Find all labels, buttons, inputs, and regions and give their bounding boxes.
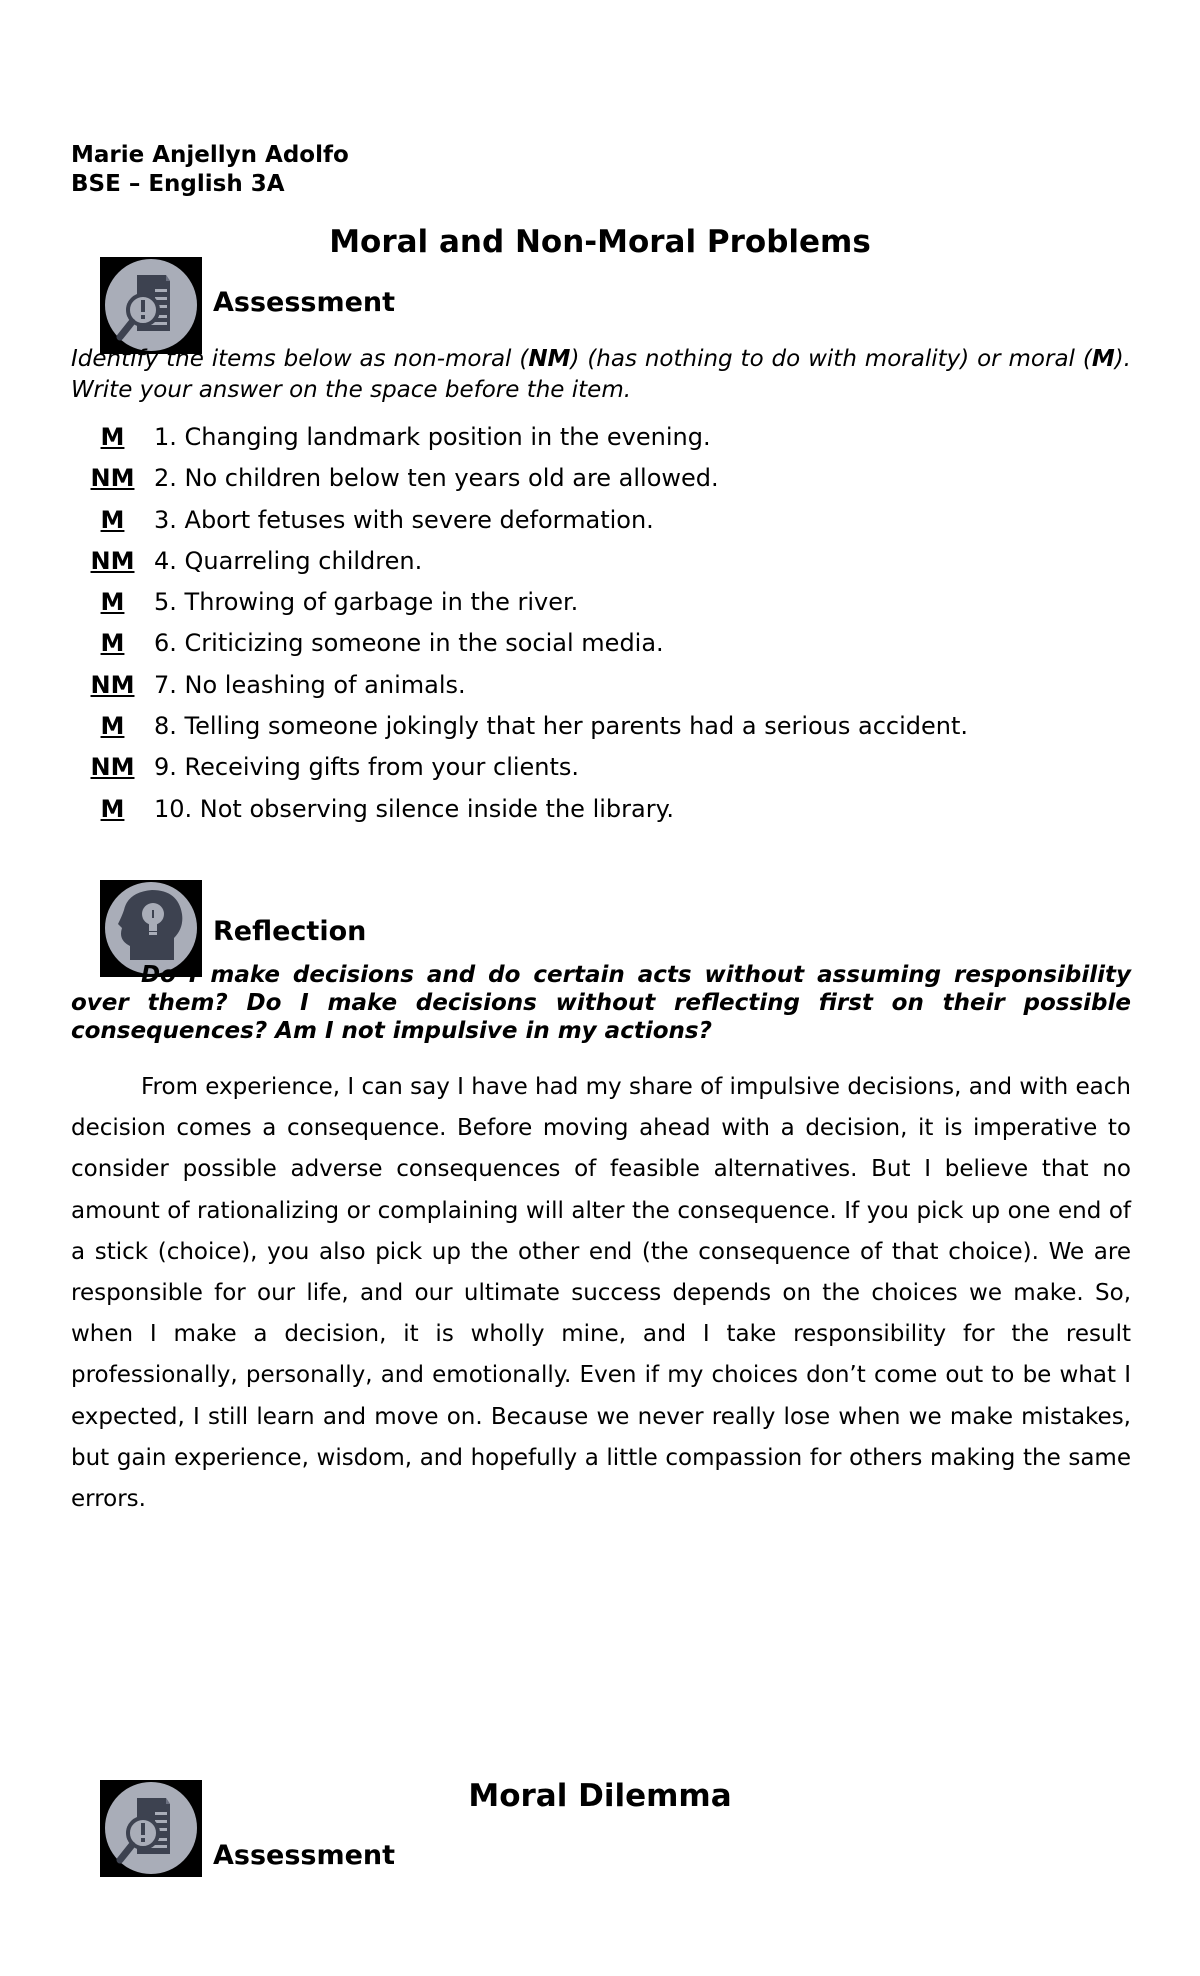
list-item (71, 500, 968, 541)
answer-blank[interactable]: NM (90, 753, 135, 782)
reflection-answer: From experience, I can say I have had my share of impulsive decisions, and with each decision comes a consequence. Before moving ahead with a decision, it is imperative to consider possible adverse consequences of feasible alternatives. But I believe that no amount of rationalizing or complaining will alter the consequence. If you pick up one end of a stick (choice), you also pick up the other end (the consequence of that choice). We are responsible for our life, and our ultimate success depends on the choices we make. So, when I make a decision, it is wholly mine, and I take responsibility for the result professionally, personally, and emotionally. Even if my choices don’t come out to be what I expected, I still learn and move on. Because we never really lose when we make mistakes, but gain experience, wisdom, and hopefully a little compassion for others making the same errors. (71, 1074, 1131, 1513)
answer-blank[interactable]: M (100, 794, 125, 823)
list-item (71, 582, 968, 623)
answer-blank[interactable]: M (100, 629, 125, 658)
list-item (71, 458, 968, 499)
section-title-moral-non-moral: Moral and Non-Moral Problems (329, 224, 871, 260)
student-name: Marie Anjellyn Adolfo (71, 142, 349, 168)
magnifier-document-icon (100, 1780, 202, 1877)
item-text: 6. Criticizing someone in the social media. (154, 629, 664, 658)
list-item (71, 789, 968, 830)
answer-blank[interactable]: NM (90, 546, 135, 575)
assessment-instructions (71, 344, 1131, 406)
student-course: BSE – English 3A (71, 171, 285, 197)
list-item (71, 623, 968, 664)
answer-blank[interactable]: M (100, 588, 125, 617)
magnifier-document-icon (100, 257, 202, 354)
list-item (71, 747, 968, 788)
item-text: 2. No children below ten years old are allowed. (154, 464, 719, 493)
answer-blank[interactable]: M (100, 505, 125, 534)
answer-blank[interactable]: M (100, 712, 125, 741)
item-text: 7. No leashing of animals. (154, 670, 466, 699)
item-text: 10. Not observing silence inside the library. (154, 794, 674, 823)
student-header (71, 141, 349, 199)
item-text: 8. Telling someone jokingly that her parents had a serious accident. (154, 712, 969, 741)
answer-blank[interactable]: NM (90, 464, 135, 493)
answer-blank[interactable]: M (100, 423, 125, 451)
section-title-moral-dilemma: Moral Dilemma (468, 1778, 732, 1814)
assessment-items-list (71, 417, 968, 830)
answer-blank[interactable]: NM (90, 670, 135, 699)
list-item (71, 417, 968, 458)
assessment-heading: Assessment (213, 287, 396, 318)
item-text: 1. Changing landmark position in the evening. (154, 423, 711, 451)
reflection-prompt: Do I make decisions and do certain acts without assuming responsibility over them? Do I make decisions without reflecting first on their possible consequences? Am I not impulsive in my actions? (71, 962, 1131, 1044)
instructions-text: ). Write your answer on the space before the item. (71, 346, 1131, 403)
instructions-nm: NM (528, 346, 571, 372)
item-text: 3. Abort fetuses with severe deformation. (154, 505, 654, 534)
reflection-heading: Reflection (213, 916, 367, 947)
item-text: 9. Receiving gifts from your clients. (154, 753, 580, 782)
instructions-text: ) (has nothing to do with morality) or moral ( (570, 346, 1092, 372)
item-text: 4. Quarreling children. (154, 546, 423, 575)
list-item (71, 706, 968, 747)
list-item (71, 541, 968, 582)
list-item (71, 665, 968, 706)
instructions-m: M (1091, 346, 1115, 372)
assessment-heading: Assessment (213, 1840, 396, 1871)
item-text: 5. Throwing of garbage in the river. (154, 588, 579, 617)
instructions-text: Identify the items below as non-moral ( (71, 346, 529, 372)
